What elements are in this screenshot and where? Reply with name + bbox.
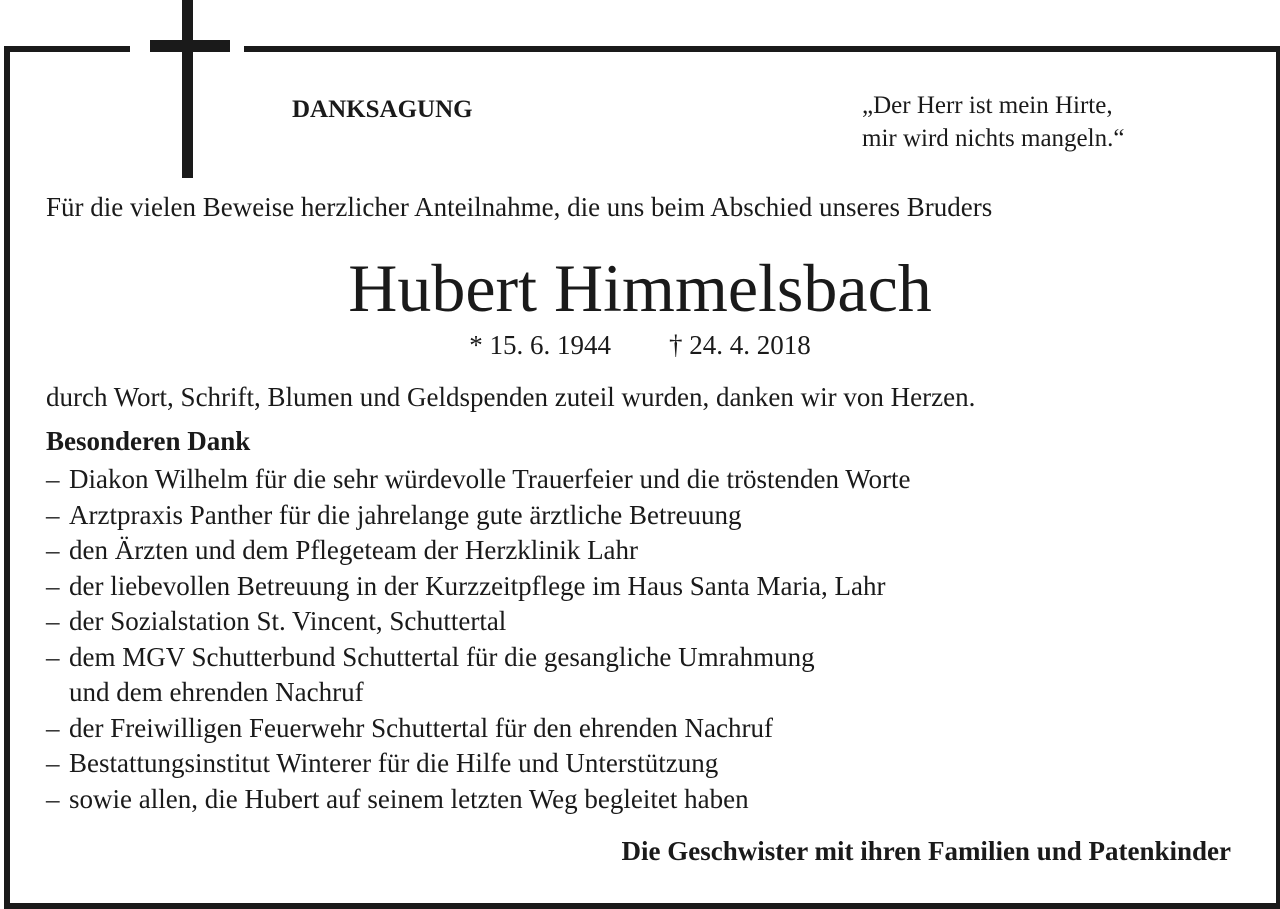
thanks-item-line: Arztpraxis Panther für die jahrelange gute ärztliche Betreuung [69,499,742,530]
thanks-item-line: Diakon Wilhelm für die sehr würdevolle Trauerfeier und die tröstenden Worte [69,464,911,494]
dash-bullet: – [46,783,60,814]
birth-date: * 15. 6. 1944 [469,330,611,360]
life-dates [0,330,1280,361]
cross-vertical-bar [182,0,193,178]
thanks-item-line: den Ärzten und dem Pflegeteam der Herzklinik Lahr [69,535,639,565]
dash-bullet: – [46,499,60,530]
special-thanks-list [46,462,911,817]
thanks-item [46,746,911,782]
special-thanks-heading: Besonderen Dank [46,426,251,456]
scripture-quote [862,89,1124,155]
thanks-item-line: und dem ehrenden Nachruf [69,677,364,707]
death-date: † 24. 4. 2018 [669,330,811,360]
thanks-item [46,640,911,711]
dash-bullet: – [46,641,60,672]
quote-line-1: „Der Herr ist mein Hirte, [862,92,1113,119]
notice-heading: DANKSAGUNG [292,96,473,123]
intro-text: Für die vielen Beweise herzlicher Anteilnahme, die uns beim Abschied unseres Bruders [46,192,993,222]
thanks-item-line: der Sozialstation St. Vincent, Schuttertal [69,606,507,636]
deceased-name: Hubert Himmelsbach [348,250,932,326]
dash-bullet: – [46,748,60,778]
thanks-item [46,604,911,640]
dash-bullet: – [46,570,60,601]
cross-horizontal-bar [150,40,230,52]
outro-text: durch Wort, Schrift, Blumen und Geldspenden zuteil wurden, danken wir von Herzen. [46,382,976,412]
thanks-item-line: der liebevollen Betreuung in der Kurzzeitpflege im Haus Santa Maria, Lahr [69,570,886,601]
dash-bullet: – [46,712,60,743]
thanks-item [46,462,911,498]
dash-bullet: – [46,535,60,565]
thanks-item-line: der Freiwilligen Feuerwehr Schuttertal für den ehrenden Nachruf [69,712,773,743]
thanks-item [46,498,911,534]
dash-bullet: – [46,464,60,494]
quote-line-2: mir wird nichts mangeln.“ [862,125,1125,152]
thanks-item-line: dem MGV Schutterbund Schuttertal für die gesangliche Umrahmung [69,641,815,672]
dash-bullet: – [46,606,60,636]
thanks-item [46,533,911,569]
thanks-item [46,569,911,605]
thanks-item-line: sowie allen, die Hubert auf seinem letzten Weg begleitet haben [69,783,749,814]
thanks-item [46,782,911,818]
thanks-item-line: Bestattungsinstitut Winterer für die Hilfe und Unterstützung [69,748,719,778]
signature: Die Geschwister mit ihren Familien und Patenkinder [621,836,1231,866]
thanks-item [46,711,911,747]
